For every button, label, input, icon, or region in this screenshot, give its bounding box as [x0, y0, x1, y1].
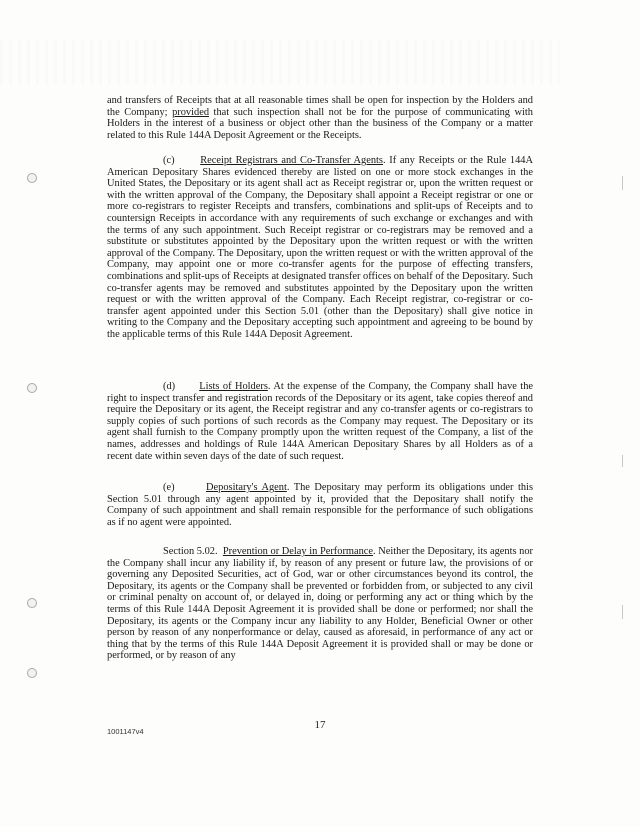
subsection-heading: Receipt Registrars and Co-Transfer Agents [200, 155, 383, 166]
document-id: 1001147v4 [107, 727, 144, 736]
provided-term: provided [172, 106, 210, 118]
punch-hole-mark [27, 668, 37, 678]
paragraph-d [107, 381, 533, 462]
subsection-label: (d) [163, 381, 176, 392]
punch-hole-mark [27, 383, 37, 393]
paragraph-text: . At the expense of the Company, the Company shall have the right to inspect transfer and registration records of the Depositary or its agent, take copies thereof and require the Depositary or its agent, the Receipt registrar and any co-transfer agents or co-registrars to supply copies of such portions of such records as the Company may request. The Depositary or its agent shall furnish to the Company promptly upon the written request of the Company, a list of the names, addresses and holdings of Rule 144A American Depositary Shares by all Holders as of a recent date within seven days of the date of such request. [107, 381, 534, 462]
subsection-heading: Depositary's Agent [206, 482, 287, 493]
margin-mark [622, 176, 623, 190]
section-label: Section 5.02. [163, 546, 218, 557]
subsection-heading: Lists of Holders [199, 381, 268, 392]
margin-mark [622, 605, 623, 619]
paragraph-text: . If any Receipts or the Rule 144A American Depositary Shares evidenced thereby are listed on one or more stock exchanges in the United States, the Depositary or its agent shall act as Receipt registrar or, upon the written request or with the written approval of the Company, the Depositary shall appoint a Receipt registrar or one or more co-registrars to register Receipts and transfers, combinations and split-ups of Receipts and to countersign Receipts in accordance with any requirements of such exchange or exchanges and with the terms of any such appointment. Such Receipt registrar or co-registrars may be removed and a substitute or substitutes appointed by the Depositary upon the written request or with the written approval of the Company. The Depositary, upon the written request or with the written approval of the Company, may appoint one or more co-transfer agents for the purpose of effecting transfers, combinations and split-ups of Receipts at designated transfer offices on behalf of the Depositary. Such co-transfer agents may be removed and substitutes appointed by the Depositary upon the written request or with the written approval of the Company. Each Receipt registrar, co-registrar or co-transfer agent appointed under this Section 5.01 (other than the Depositary) shall give notice in writing to the Company and the Depositary accepting such appointment and agreeing to be bound by the applicable terms of this Rule 144A Deposit Agreement. [107, 155, 533, 340]
section-5-02 [107, 546, 533, 662]
paragraph-e [107, 482, 533, 528]
paragraph-text: and transfers of Receipts that at all reasonable times shall be open for inspection by the Holders and the Company; [107, 95, 533, 118]
paragraph-continuation [107, 95, 533, 141]
paragraph-text: that such inspection shall not be for the purpose of communicating with Holders in the interest of a business or object other than the business of the Company or a matter related to this Rule 144A Deposit Agreement or the Receipts. [107, 106, 533, 141]
punch-hole-mark [27, 173, 37, 183]
paragraph-c [107, 155, 533, 341]
punch-hole-mark [27, 598, 37, 608]
scan-noise [0, 40, 560, 85]
paragraph-text: . Neither the Depositary, its agents nor the Company shall incur any liability if, by reason of any present or future law, the provisions of or governing any Deposited Securities, act of God, war or other circumstances beyond its control, the Depositary, its agents or the Company shall be prevented or forbidden from, or subjected to any civil or criminal penalty on account of, or delayed in, doing or performing any act or thing which by the terms of this Rule 144A Deposit Agreement it is provided shall be done or performed; nor shall the Depositary, its agents or the Company incur any liability to any Holder, Beneficial Owner or other person by reason of any nonperformance or delay, caused as aforesaid, in performance of any act or thing that by the terms of this Rule 144A Deposit Agreement it is provided shall or may be done or performed, or by reason of any [107, 546, 533, 662]
subsection-label: (c) [163, 155, 175, 166]
section-heading: Prevention or Delay in Performance [222, 546, 374, 557]
subsection-label: (e) [163, 482, 175, 493]
margin-mark [622, 455, 623, 467]
paragraph-text: . The Depositary may perform its obligations under this Section 5.01 through any agent appointed by it, provided that the Depositary shall notify the Company of such appointment and shall remain responsible for the performance of such obligations as if no agent were appointed. [107, 482, 533, 528]
page-number: 17 [314, 719, 326, 731]
